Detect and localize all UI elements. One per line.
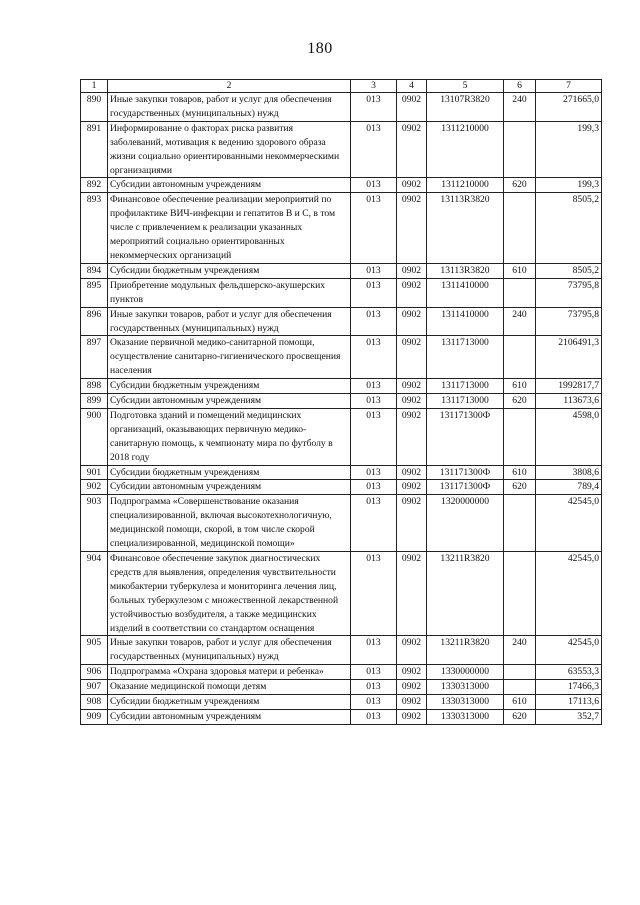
target-article-code: 131171300Ф — [427, 480, 504, 495]
section-code: 0902 — [397, 552, 427, 636]
target-article-code: 1311210000 — [427, 121, 504, 178]
row-number: 907 — [81, 680, 108, 695]
ministry-code: 013 — [351, 636, 397, 665]
row-number: 894 — [81, 263, 108, 278]
row-description: Оказание медицинской помощи детям — [108, 680, 351, 695]
amount-value: 63553,3 — [536, 665, 602, 680]
row-number: 896 — [81, 307, 108, 336]
amount-value: 199,3 — [536, 121, 602, 178]
column-header: 4 — [397, 80, 427, 93]
row-description: Субсидии автономным учреждениям — [108, 480, 351, 495]
section-code: 0902 — [397, 121, 427, 178]
ministry-code: 013 — [351, 379, 397, 394]
target-article-code: 13113R3820 — [427, 263, 504, 278]
section-code: 0902 — [397, 695, 427, 710]
row-number: 893 — [81, 193, 108, 264]
expense-type-code — [504, 193, 536, 264]
row-description: Подпрограмма «Охрана здоровья матери и ребенка» — [108, 665, 351, 680]
amount-value: 199,3 — [536, 178, 602, 193]
ministry-code: 013 — [351, 552, 397, 636]
section-code: 0902 — [397, 480, 427, 495]
table-row — [81, 193, 602, 264]
expense-type-code: 610 — [504, 263, 536, 278]
amount-value: 1992817,7 — [536, 379, 602, 394]
target-article-code: 1311410000 — [427, 278, 504, 307]
section-code: 0902 — [397, 665, 427, 680]
target-article-code: 1311210000 — [427, 178, 504, 193]
header-row — [81, 80, 602, 93]
amount-value: 113673,6 — [536, 394, 602, 409]
expense-type-code — [504, 121, 536, 178]
amount-value: 4598,0 — [536, 408, 602, 465]
row-description: Приобретение модульных фельдшерско-акушерских пунктов — [108, 278, 351, 307]
ministry-code: 013 — [351, 121, 397, 178]
column-header: 6 — [504, 80, 536, 93]
table-row — [81, 495, 602, 552]
row-number: 909 — [81, 709, 108, 724]
row-number: 900 — [81, 408, 108, 465]
ministry-code: 013 — [351, 695, 397, 710]
table-row — [81, 709, 602, 724]
page-number: 180 — [307, 40, 333, 57]
ministry-code: 013 — [351, 495, 397, 552]
ministry-code: 013 — [351, 680, 397, 695]
amount-value: 789,4 — [536, 480, 602, 495]
row-number: 905 — [81, 636, 108, 665]
amount-value: 8505,2 — [536, 263, 602, 278]
expense-type-code: 610 — [504, 695, 536, 710]
row-description: Иные закупки товаров, работ и услуг для обеспечения государственных (муниципальных) нужд — [108, 93, 351, 122]
row-description: Субсидии бюджетным учреждениям — [108, 465, 351, 480]
table-row — [81, 307, 602, 336]
row-number: 901 — [81, 465, 108, 480]
ministry-code: 013 — [351, 193, 397, 264]
expense-type-code — [504, 336, 536, 379]
table-row — [81, 336, 602, 379]
row-description: Субсидии автономным учреждениям — [108, 709, 351, 724]
table-row — [81, 480, 602, 495]
ministry-code: 013 — [351, 278, 397, 307]
ministry-code: 013 — [351, 408, 397, 465]
table-row — [81, 408, 602, 465]
row-number: 908 — [81, 695, 108, 710]
row-description: Подпрограмма «Совершенствование оказания специализированной, включая высокотехнологичную, медицинской помощи, скорой, в том числе скорой специализированной, медицинской помощи» — [108, 495, 351, 552]
ministry-code: 013 — [351, 336, 397, 379]
row-number: 895 — [81, 278, 108, 307]
section-code: 0902 — [397, 636, 427, 665]
row-number: 891 — [81, 121, 108, 178]
expense-type-code: 620 — [504, 394, 536, 409]
column-header: 7 — [536, 80, 602, 93]
row-number: 902 — [81, 480, 108, 495]
ministry-code: 013 — [351, 465, 397, 480]
table-row — [81, 178, 602, 193]
section-code: 0902 — [397, 336, 427, 379]
table-row — [81, 680, 602, 695]
expense-type-code: 610 — [504, 465, 536, 480]
ministry-code: 013 — [351, 709, 397, 724]
section-code: 0902 — [397, 709, 427, 724]
ministry-code: 013 — [351, 178, 397, 193]
amount-value: 73795,8 — [536, 278, 602, 307]
target-article-code: 1330313000 — [427, 695, 504, 710]
row-description: Субсидии автономным учреждениям — [108, 394, 351, 409]
target-article-code: 1330000000 — [427, 665, 504, 680]
target-article-code: 131171300Ф — [427, 465, 504, 480]
ministry-code: 013 — [351, 665, 397, 680]
row-number: 904 — [81, 552, 108, 636]
row-number: 899 — [81, 394, 108, 409]
section-code: 0902 — [397, 278, 427, 307]
expense-type-code — [504, 278, 536, 307]
table-row — [81, 665, 602, 680]
section-code: 0902 — [397, 680, 427, 695]
expense-type-code: 620 — [504, 178, 536, 193]
target-article-code: 13211R3820 — [427, 636, 504, 665]
column-header: 1 — [81, 80, 108, 93]
section-code: 0902 — [397, 193, 427, 264]
expense-type-code — [504, 552, 536, 636]
ministry-code: 013 — [351, 480, 397, 495]
row-number: 892 — [81, 178, 108, 193]
row-description: Подготовка зданий и помещений медицинских организаций, оказывающих первичную медико-санитарную помощь, к чемпионату мира по футболу в 2018 году — [108, 408, 351, 465]
row-description: Финансовое обеспечение закупок диагностических средств для выявления, определения чувствительности микобактерии туберкулеза и мониторинга лечения лиц, больных туберкулезом с множественной лекарственной устойчивостью возбудителя, а также медицинских изделий в соответствии со стандартом оснащения — [108, 552, 351, 636]
budget-table — [80, 79, 602, 725]
amount-value: 17113,6 — [536, 695, 602, 710]
expense-type-code: 240 — [504, 636, 536, 665]
amount-value: 352,7 — [536, 709, 602, 724]
table-row — [81, 552, 602, 636]
row-number: 890 — [81, 93, 108, 122]
table-row — [81, 636, 602, 665]
target-article-code: 1311713000 — [427, 394, 504, 409]
table-row — [81, 465, 602, 480]
target-article-code: 1330313000 — [427, 709, 504, 724]
section-code: 0902 — [397, 93, 427, 122]
row-number: 898 — [81, 379, 108, 394]
expense-type-code: 620 — [504, 480, 536, 495]
expense-type-code: 240 — [504, 307, 536, 336]
row-number: 906 — [81, 665, 108, 680]
target-article-code: 131171300Ф — [427, 408, 504, 465]
amount-value: 271665,0 — [536, 93, 602, 122]
target-article-code: 1320000000 — [427, 495, 504, 552]
section-code: 0902 — [397, 408, 427, 465]
section-code: 0902 — [397, 379, 427, 394]
row-number: 903 — [81, 495, 108, 552]
row-description: Субсидии автономным учреждениям — [108, 178, 351, 193]
row-description: Иные закупки товаров, работ и услуг для обеспечения государственных (муниципальных) нужд — [108, 307, 351, 336]
target-article-code: 13113R3820 — [427, 193, 504, 264]
target-article-code: 1311713000 — [427, 336, 504, 379]
amount-value: 3808,6 — [536, 465, 602, 480]
amount-value: 2106491,3 — [536, 336, 602, 379]
row-description: Иные закупки товаров, работ и услуг для обеспечения государственных (муниципальных) нужд — [108, 636, 351, 665]
section-code: 0902 — [397, 495, 427, 552]
expense-type-code — [504, 408, 536, 465]
amount-value: 42545,0 — [536, 552, 602, 636]
expense-type-code — [504, 495, 536, 552]
expense-type-code — [504, 665, 536, 680]
row-description: Оказание первичной медико-санитарной помощи, осуществление санитарно-гигиенического просвещения населения — [108, 336, 351, 379]
table-row — [81, 394, 602, 409]
target-article-code: 1311410000 — [427, 307, 504, 336]
expense-type-code: 620 — [504, 709, 536, 724]
row-description: Субсидии бюджетным учреждениям — [108, 695, 351, 710]
table-row — [81, 263, 602, 278]
section-code: 0902 — [397, 394, 427, 409]
column-header: 5 — [427, 80, 504, 93]
amount-value: 8505,2 — [536, 193, 602, 264]
target-article-code: 1330313000 — [427, 680, 504, 695]
row-description: Субсидии бюджетным учреждениям — [108, 379, 351, 394]
section-code: 0902 — [397, 178, 427, 193]
table-row — [81, 379, 602, 394]
expense-type-code: 240 — [504, 93, 536, 122]
target-article-code: 1311713000 — [427, 379, 504, 394]
ministry-code: 013 — [351, 263, 397, 278]
row-description: Субсидии бюджетным учреждениям — [108, 263, 351, 278]
column-header: 3 — [351, 80, 397, 93]
amount-value: 73795,8 — [536, 307, 602, 336]
table-row — [81, 278, 602, 307]
table-row — [81, 121, 602, 178]
expense-type-code — [504, 680, 536, 695]
ministry-code: 013 — [351, 307, 397, 336]
amount-value: 42545,0 — [536, 636, 602, 665]
table-row — [81, 695, 602, 710]
section-code: 0902 — [397, 263, 427, 278]
table-row — [81, 93, 602, 122]
expense-type-code: 610 — [504, 379, 536, 394]
row-number: 897 — [81, 336, 108, 379]
column-header: 2 — [108, 80, 351, 93]
row-description: Информирование о факторах риска развития заболеваний, мотивация к ведению здорового образа жизни социально ориентированными некоммерческими организациями — [108, 121, 351, 178]
ministry-code: 013 — [351, 394, 397, 409]
section-code: 0902 — [397, 465, 427, 480]
amount-value: 42545,0 — [536, 495, 602, 552]
target-article-code: 13107R3820 — [427, 93, 504, 122]
section-code: 0902 — [397, 307, 427, 336]
row-description: Финансовое обеспечение реализации мероприятий по профилактике ВИЧ-инфекции и гепатитов В и С, в том числе с привлечением к реализации указанных мероприятий социально ориентированных некоммерческих организаций — [108, 193, 351, 264]
amount-value: 17466,3 — [536, 680, 602, 695]
target-article-code: 13211R3820 — [427, 552, 504, 636]
ministry-code: 013 — [351, 93, 397, 122]
